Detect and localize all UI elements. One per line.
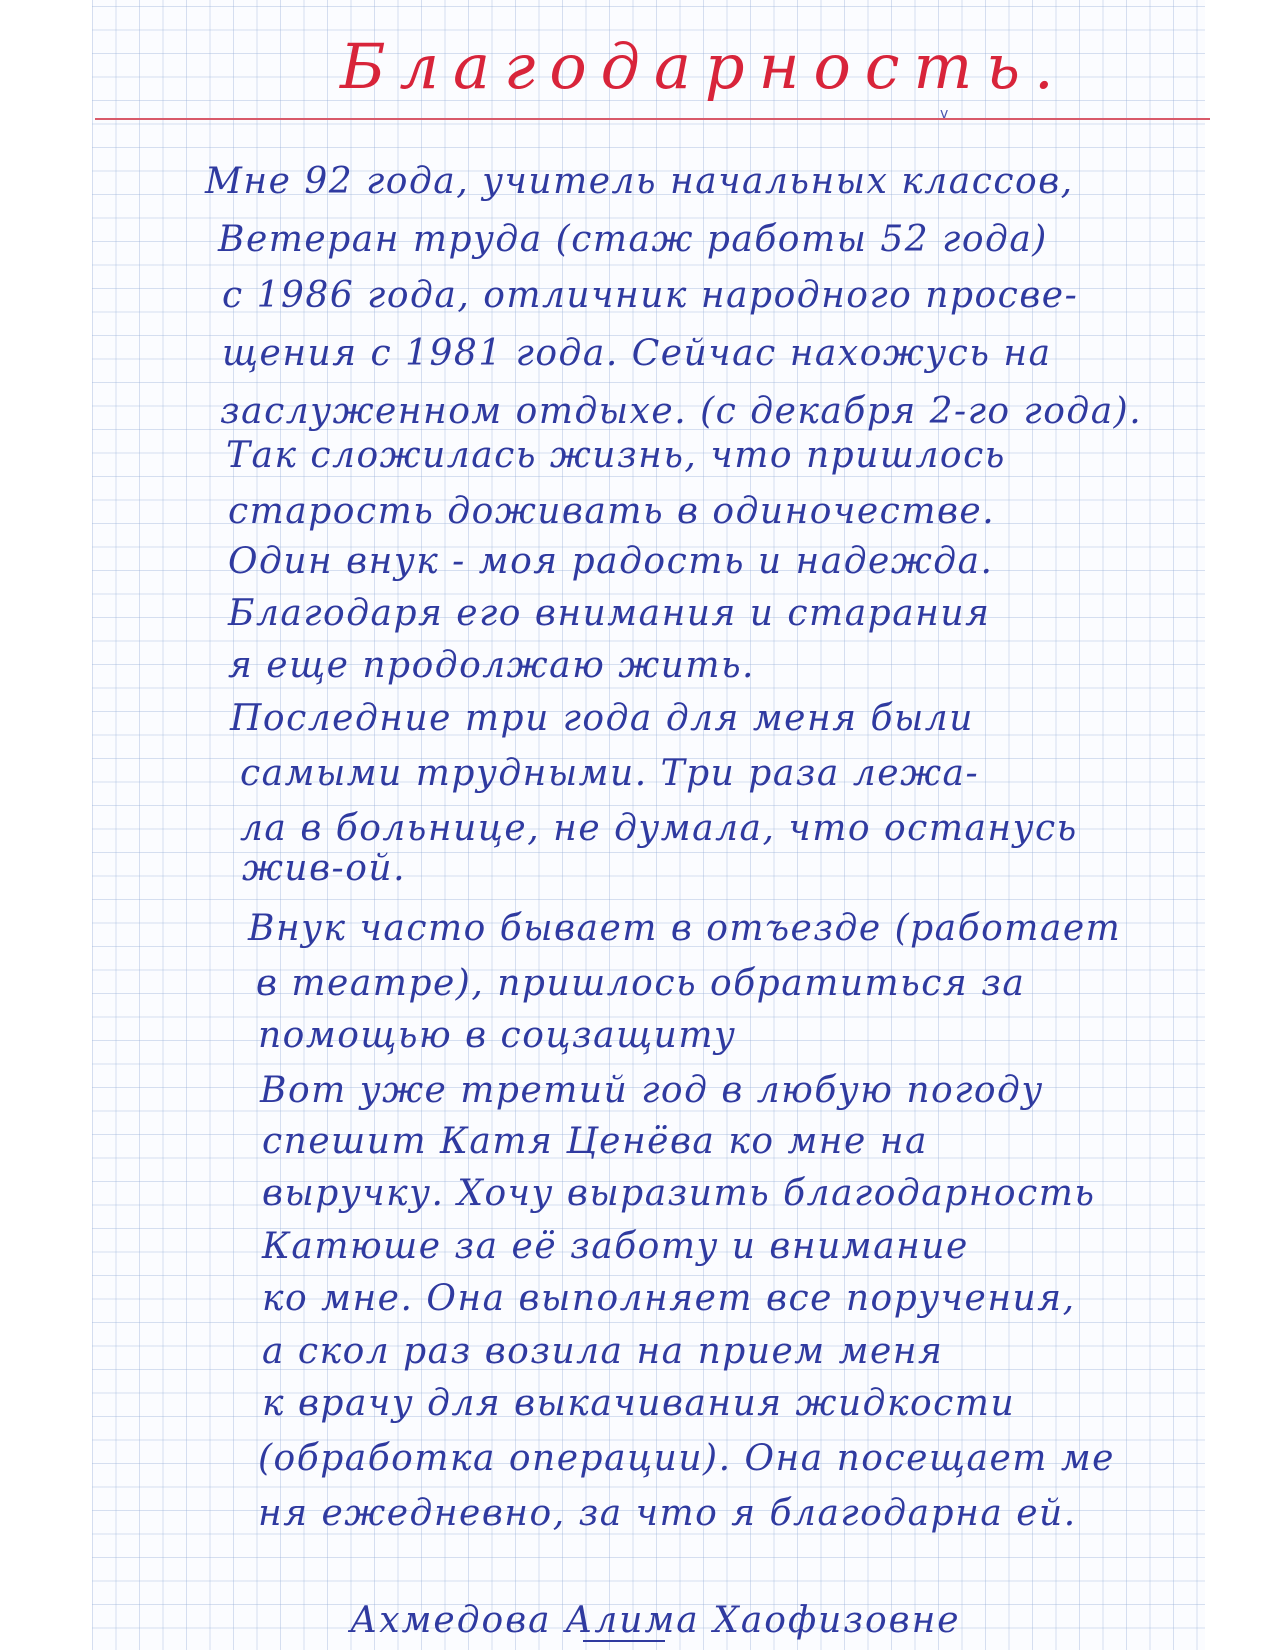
letter-line: Благодаря его внимания и старания: [228, 593, 991, 634]
letter-line: спешит Катя Ценёва ко мне на: [262, 1121, 928, 1162]
letter-line: заслуженном отдыхе. (с декабря 2-го года).: [220, 391, 1143, 432]
letter-line: жив-ой.: [242, 848, 407, 889]
letter-title: Благодарность.: [340, 30, 1068, 103]
check-mark-icon: v: [940, 106, 949, 122]
letter-line: с 1986 года, отличник народного просве-: [222, 275, 1079, 316]
letter-line: Мне 92 года, учитель начальных классов,: [205, 161, 1074, 202]
letter-line: я еще продолжаю жить.: [228, 645, 755, 686]
letter-line: к врачу для выкачивания жидкости: [262, 1383, 1016, 1424]
letter-line: самыми трудными. Три раза лежа-: [240, 753, 980, 794]
signature-name: Ахмедова Алима Хаофизовне: [350, 1600, 961, 1641]
letter-line: старость доживать в одиночестве.: [228, 491, 996, 532]
letter-line: ко мне. Она выполняет все поручения,: [262, 1278, 1076, 1319]
letter-line: Вот уже третий год в любую погоду: [260, 1070, 1044, 1111]
letter-line: Ветеран труда (стаж работы 52 года): [218, 219, 1048, 260]
letter-line: выручку. Хочу выразить благодарность: [262, 1173, 1096, 1214]
letter-line: Катюше за её заботу и внимание: [262, 1226, 969, 1267]
letter-line: ла в больнице, не думала, что останусь: [240, 808, 1078, 849]
letter-line: в театре), пришлось обратиться за: [256, 963, 1026, 1004]
letter-line: Внук часто бывает в отъезде (работает: [248, 908, 1122, 949]
letter-line: (обработка операции). Она посещает ме: [258, 1438, 1115, 1479]
signature-underline: [583, 1640, 665, 1642]
letter-line: Так сложилась жизнь, что пришлось: [226, 435, 1006, 476]
letter-line: помощью в соцзащиту: [258, 1015, 737, 1056]
letter-line: Один внук - моя радость и надежда.: [228, 541, 994, 582]
letter-line: ня ежедневно, за что я благодарна ей.: [258, 1493, 1077, 1534]
letter-line: Последние три года для меня были: [230, 698, 974, 739]
letter-line: щения с 1981 года. Сейчас нахожусь на: [222, 333, 1052, 374]
letter-line: а скол раз возила на прием меня: [262, 1331, 944, 1372]
